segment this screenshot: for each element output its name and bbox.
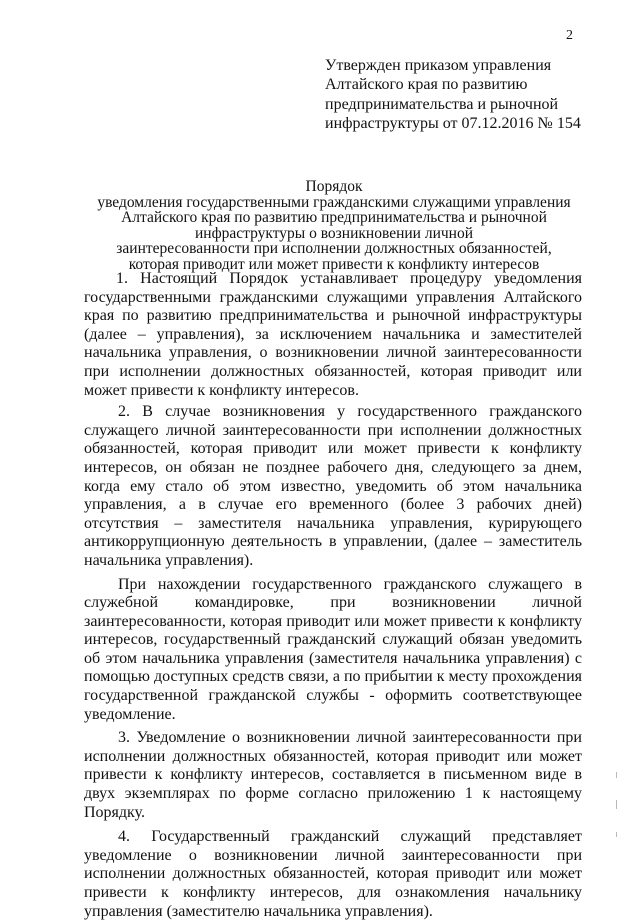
approval-stamp bbox=[325, 56, 605, 134]
scan-margin-mark bbox=[616, 800, 617, 809]
title-line: которая приводит или может привести к конфликту интересов bbox=[128, 255, 540, 273]
title-line: Алтайского края по развитию предпринимательства и рыночной bbox=[121, 209, 547, 226]
approval-line: инфраструктуры от 07.12.2016 № 154 bbox=[325, 115, 581, 133]
document-body bbox=[84, 270, 582, 921]
paragraph-4: 3. Уведомление о возникновении личной заинтересованности при исполнении должностных обязанностей, которая приводит или может привести к конфликту интересов, составляется в письменном виде в двух экземплярах по форме согласно приложению 1 к настоящему Порядку. bbox=[84, 729, 582, 821]
scan-margin-mark bbox=[616, 772, 617, 778]
approval-line: Алтайского края по развитию bbox=[325, 76, 528, 94]
paragraph-2: 2. В случае возникновения у государственного гражданского служащего личной заинтересованности при исполнении должностных обязанностей, которая приводит или может привести к конфликту интересов, он обязан не позднее рабочего дня, следующего за днем, когда ему стало об этом известно, уведомить об этом начальника управления, а в случае его временного (более 3 рабочих дней) отсутствия – заместителя начальника управления, курирующего антикоррупционную деятельность в управлении, (далее – заместитель начальника управления). bbox=[84, 403, 582, 569]
page-number: 2 bbox=[566, 28, 573, 43]
paragraph-1: 1. Настоящий Порядок устанавливает процедуру уведомления государственными гражданскими служащими управления Алтайского края по развитию предпринимательства и рыночной инфраструктуры (далее – управления), за исключением начальника и заместителей начальника управления, о возникновении личной заинтересованности при исполнении должностных обязанностей, которая приводит или может привести к конфликту интересов. bbox=[84, 270, 582, 399]
paragraph-5: 4. Государственный гражданский служащий представляет уведомление о возникновении личной заинтересованности при исполнении должностных обязанностей, которая приводит или может привести к конфликту интересов, для ознакомления начальнику управления (заместителю начальника управления). bbox=[84, 828, 582, 920]
approval-line: Утвержден приказом управления bbox=[325, 57, 552, 74]
scan-margin-mark bbox=[616, 832, 617, 837]
title-line: инфраструктуры о возникновении личной bbox=[195, 224, 473, 242]
title-heading: Порядок bbox=[305, 178, 363, 195]
approval-line: предпринимательства и рыночной bbox=[325, 95, 559, 113]
title-line: заинтересованности при исполнении должностных обязанностей, bbox=[116, 240, 552, 257]
title-line: уведомления государственными гражданскими служащими управления bbox=[97, 193, 571, 211]
document-title bbox=[84, 179, 584, 272]
paragraph-3: При нахождении государственного гражданского служащего в служебной командировке, при возникновении личной заинтересованности, которая приводит или может привести к конфликту интересов, государственный гражданский служащий обязан уведомить об этом начальника управления (заместителя начальника управления) с помощью доступных средств связи, а по прибытии к месту прохождения государственной гражданской службы - оформить соответствующее уведомление. bbox=[84, 575, 582, 723]
